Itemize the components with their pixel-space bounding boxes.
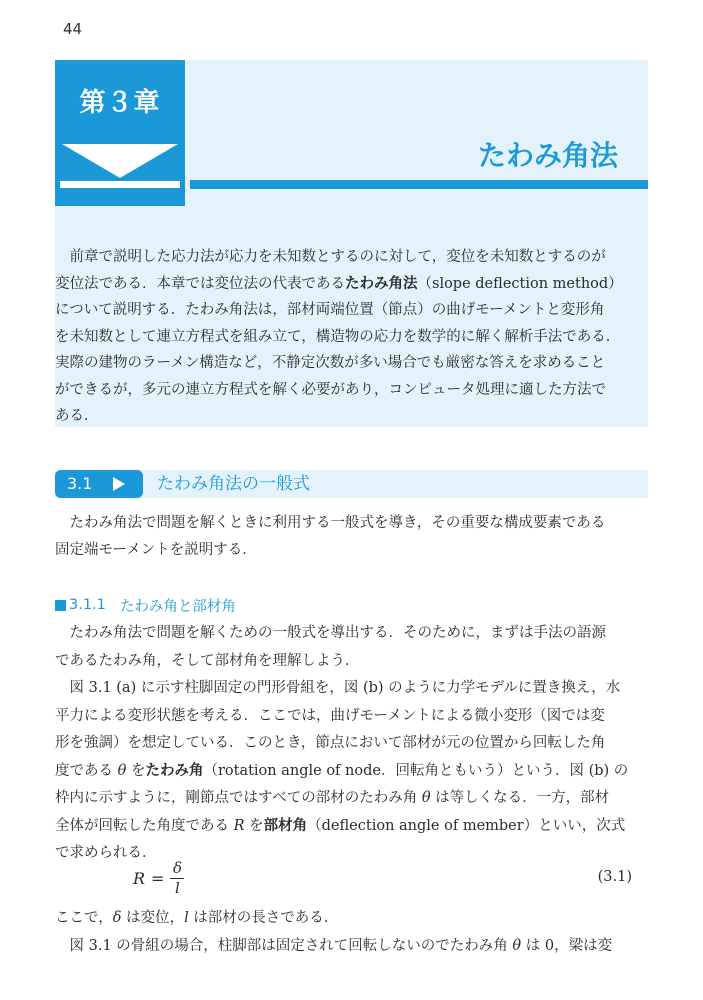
key-term: 部材角 [263,817,308,834]
text-run: は部材の長さである． [188,910,339,926]
text-run: 全体が回転した角度である [55,817,234,834]
text-run: 枠内に示すように，剛節点ではすべての部材のたわみ角 [55,790,422,806]
key-term: たわみ角法 [345,275,418,292]
text-run: （deflection angle of member）といい，次式 [307,817,626,834]
text-line [55,813,648,841]
play-arrow-icon [113,477,125,491]
subsection-number: 3.1.1 [69,597,106,613]
text-line [55,932,648,960]
text-run: 実際の建物のラーメン構造など，不静定次数が多い場合でも厳密な答えを求めること [55,355,606,371]
chevron-down-icon [60,144,180,188]
text-line [55,324,648,351]
text-run: は等しくなる．一方，部材 [430,790,610,806]
subsection-heading [55,594,236,616]
text-line [55,703,648,731]
text-line [55,648,648,676]
math-symbol: l [184,910,189,926]
text-run: について説明する．たわみ角法は，部材両端位置（節点）の曲げモーメントと変形角 [55,302,605,318]
text-run: ここで， [55,910,113,926]
text-line [55,350,648,377]
text-line [55,785,648,813]
text-line [55,904,648,932]
section-heading [55,470,648,498]
math-symbol: θ [512,938,522,954]
text-run: を [244,817,264,834]
section-number: 3.1 [67,474,93,493]
equation-equals: = [151,868,165,888]
text-run: を未知数として連立方程式を組み立て，構造物の応力を数学的に解く解析手法である． [55,328,621,345]
subsection-title: たわみ角と部材角 [119,598,236,615]
square-bullet-icon [55,600,66,611]
text-run: 固定端モーメントを説明する． [55,542,257,558]
body-paragraph [55,620,648,868]
page-number: 44 [63,20,83,38]
text-line [55,377,648,404]
key-term: たわみ角 [145,762,204,779]
fraction-denominator: l [175,878,180,897]
text-run: （slope deflection method） [417,275,623,292]
section-title: たわみ角法の一般式 [157,474,310,494]
text-run: は 0，梁は変 [521,938,613,954]
chapter-intro-paragraph [55,244,648,430]
section-number-badge [55,470,143,498]
section-intro-paragraph [55,510,648,564]
equation-3-1 [55,855,648,901]
text-run: 図 3.1 (a) に示す柱脚固定の門形骨組を，図 (b) のように力学モデルに置き換え，水 [55,680,621,696]
fraction-numerator: δ [172,858,182,877]
text-run: で求められる． [55,845,157,861]
text-run: を [126,762,146,779]
text-line [55,510,648,537]
math-symbol: R [233,817,245,834]
text-run: たわみ角法で問題を解くときに利用する一般式を導き，その重要な構成要素である [55,515,606,531]
equation-lhs: R [133,868,146,888]
tail-paragraph [55,904,648,960]
equation-fraction [170,859,184,898]
text-line [55,620,648,648]
text-line [55,403,648,430]
text-line [55,271,648,298]
text-run: 図 3.1 の骨組の場合，柱脚部は固定されて回転しないのでたわみ角 [55,938,513,954]
math-symbol: δ [112,910,122,926]
text-line [55,297,648,324]
text-run: 平力による変形状態を考える．ここでは，曲げモーメントによる微小変形（図では変 [55,707,605,724]
chapter-title-rule [190,180,648,189]
text-line [55,758,648,786]
math-symbol: θ [421,790,431,806]
text-line [55,675,648,703]
text-run: は変位， [121,910,185,926]
text-run: 度である [55,762,118,779]
equation-number: (3.1) [597,869,632,885]
text-line [55,730,648,758]
text-run: であるたわみ角，そして部材角を理解しよう． [55,652,360,669]
text-run: ある． [55,408,99,424]
math-symbol: θ [117,762,127,779]
text-run: 前章で説明した応力法が応力を未知数とするのに対して，変位を未知数とするのが [55,249,606,265]
text-run: ができるが，多元の連立方程式を解く必要があり，コンピュータ処理に適した方法で [55,381,606,398]
text-run: 変位法である．本章では変位法の代表である [55,275,345,292]
chapter-badge [55,60,185,206]
text-run: （rotation angle of node．回転角ともいう）という．図 (b) の [203,762,629,779]
text-run: たわみ角法で問題を解くための一般式を導出する．そのために，まずは手法の語源 [55,625,606,641]
text-line [55,244,648,271]
chapter-label: 第３章 [79,88,161,118]
chapter-title: たわみ角法 [477,139,618,172]
text-line [55,537,648,564]
text-run: 形を強調）を想定している．このとき，節点において部材が元の位置から回転した角 [55,735,606,751]
equation-body [133,855,184,901]
